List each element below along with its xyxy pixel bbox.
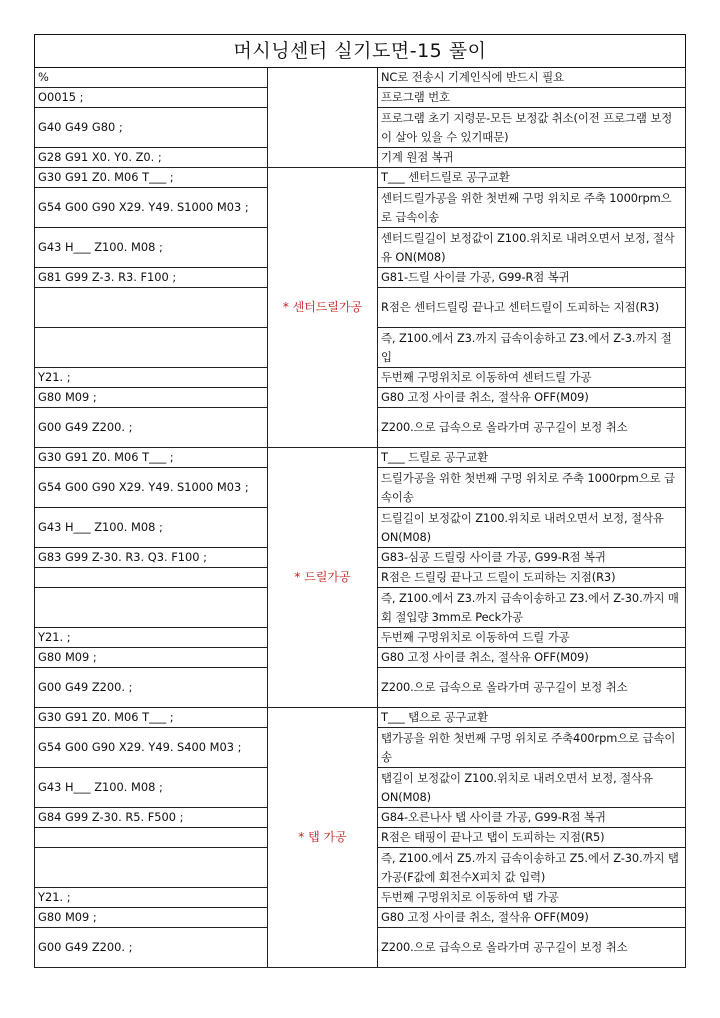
nc-code-cell: G00 G49 Z200. ; — [35, 408, 268, 448]
nc-code-cell: G80 M09 ; — [35, 388, 268, 408]
nc-code-cell: G43 H___ Z100. M08 ; — [35, 508, 268, 548]
description-cell: 드릴길이 보정값이 Z100.위치로 내려오면서 보정, 절삭유 ON(M08) — [378, 508, 686, 548]
table-row — [35, 448, 686, 468]
description-cell: T___ 탭으로 공구교환 — [378, 708, 686, 728]
document-sheet — [34, 34, 685, 968]
nc-code-cell: G00 G49 Z200. ; — [35, 668, 268, 708]
description-cell: 즉, Z100.에서 Z5.까지 급속이송하고 Z5.에서 Z-30.까지 탭가공(F값에 회전수X피치 값 입력) — [378, 848, 686, 888]
nc-code-cell: G43 H___ Z100. M08 ; — [35, 768, 268, 808]
nc-code-cell: O0015 ; — [35, 88, 268, 108]
description-cell: 센터드릴가공을 위한 첫번째 구멍 위치로 주축 1000rpm으로 급속이송 — [378, 188, 686, 228]
description-cell: 탭가공을 위한 첫번째 구멍 위치로 주축400rpm으로 급속이송 — [378, 728, 686, 768]
description-cell: 프로그램 번호 — [378, 88, 686, 108]
nc-code-cell: G54 G00 G90 X29. Y49. S1000 M03 ; — [35, 468, 268, 508]
nc-code-cell: G00 G49 Z200. ; — [35, 928, 268, 968]
description-cell: Z200.으로 급속으로 올라가며 공구길이 보정 취소 — [378, 408, 686, 448]
description-cell: 기계 원점 복귀 — [378, 148, 686, 168]
section-label: * 탭 가공 — [268, 708, 378, 968]
description-cell: Z200.으로 급속으로 올라가며 공구길이 보정 취소 — [378, 668, 686, 708]
description-cell: G83-심공 드릴링 사이클 가공, G99-R점 복귀 — [378, 548, 686, 568]
description-cell: 두번째 구멍위치로 이동하여 센터드릴 가공 — [378, 368, 686, 388]
description-cell: R점은 태핑이 끝나고 탭이 도피하는 지점(R5) — [378, 828, 686, 848]
description-cell: G80 고정 사이클 취소, 절삭유 OFF(M09) — [378, 388, 686, 408]
nc-code-cell: G83 G99 Z-30. R3. Q3. F100 ; — [35, 548, 268, 568]
nc-code-cell: G40 G49 G80 ; — [35, 108, 268, 148]
description-cell: Z200.으로 급속으로 올라가며 공구길이 보정 취소 — [378, 928, 686, 968]
nc-code-cell: G28 G91 X0. Y0. Z0. ; — [35, 148, 268, 168]
description-cell: T___ 드릴로 공구교환 — [378, 448, 686, 468]
nc-code-cell: G80 M09 ; — [35, 908, 268, 928]
description-cell: 프로그램 초기 지령문-모든 보정값 취소(이전 프로그램 보정이 살아 있을 수 있기때문) — [378, 108, 686, 148]
description-cell: G81-드릴 사이클 가공, G99-R점 복귀 — [378, 268, 686, 288]
nc-code-cell: Y21. ; — [35, 628, 268, 648]
nc-code-cell — [35, 288, 268, 328]
description-cell: G80 고정 사이클 취소, 절삭유 OFF(M09) — [378, 908, 686, 928]
nc-code-cell: G81 G99 Z-3. R3. F100 ; — [35, 268, 268, 288]
nc-code-cell — [35, 328, 268, 368]
nc-code-cell — [35, 828, 268, 848]
description-cell: 드릴가공을 위한 첫번째 구멍 위치로 주축 1000rpm으로 급속이송 — [378, 468, 686, 508]
description-cell: R점은 드릴링 끝나고 드릴이 도피하는 지점(R3) — [378, 568, 686, 588]
description-cell: NC로 전송시 기계인식에 반드시 필요 — [378, 68, 686, 88]
nc-code-cell: G84 G99 Z-30. R5. F500 ; — [35, 808, 268, 828]
program-table — [34, 34, 686, 968]
nc-code-cell: Y21. ; — [35, 368, 268, 388]
description-cell: 즉, Z100.에서 Z3.까지 급속이송하고 Z3.에서 Z-30.까지 매회 절입량 3mm로 Peck가공 — [378, 588, 686, 628]
nc-code-cell: Y21. ; — [35, 888, 268, 908]
description-cell: R점은 센터드릴링 끝나고 센터드릴이 도피하는 지점(R3) — [378, 288, 686, 328]
section-label: * 센터드릴가공 — [268, 168, 378, 448]
table-row — [35, 708, 686, 728]
nc-code-cell: G30 G91 Z0. M06 T___ ; — [35, 708, 268, 728]
nc-code-cell: G30 G91 Z0. M06 T___ ; — [35, 168, 268, 188]
nc-code-cell — [35, 568, 268, 588]
description-cell: T___ 센터드릴로 공구교환 — [378, 168, 686, 188]
section-label: * 드릴가공 — [268, 448, 378, 708]
nc-code-cell: G30 G91 Z0. M06 T___ ; — [35, 448, 268, 468]
nc-code-cell: % — [35, 68, 268, 88]
nc-code-cell: G54 G00 G90 X29. Y49. S400 M03 ; — [35, 728, 268, 768]
table-row — [35, 68, 686, 88]
title-row — [35, 35, 686, 68]
description-cell: 두번째 구멍위치로 이동하여 탭 가공 — [378, 888, 686, 908]
page-title: 머시닝센터 실기도면-15 풀이 — [35, 35, 686, 68]
description-cell: 즉, Z100.에서 Z3.까지 급속이송하고 Z3.에서 Z-3.까지 절입 — [378, 328, 686, 368]
table-row — [35, 168, 686, 188]
nc-code-cell: G54 G00 G90 X29. Y49. S1000 M03 ; — [35, 188, 268, 228]
description-cell: 탭길이 보정값이 Z100.위치로 내려오면서 보정, 절삭유 ON(M08) — [378, 768, 686, 808]
nc-code-cell — [35, 848, 268, 888]
nc-code-cell — [35, 588, 268, 628]
description-cell: 센터드릴길이 보정값이 Z100.위치로 내려오면서 보정, 절삭유 ON(M08) — [378, 228, 686, 268]
nc-code-cell: G80 M09 ; — [35, 648, 268, 668]
description-cell: G80 고정 사이클 취소, 절삭유 OFF(M09) — [378, 648, 686, 668]
nc-code-cell: G43 H___ Z100. M08 ; — [35, 228, 268, 268]
description-cell: 두번째 구멍위치로 이동하여 드릴 가공 — [378, 628, 686, 648]
section-label — [268, 68, 378, 168]
description-cell: G84-오른나사 탭 사이클 가공, G99-R점 복귀 — [378, 808, 686, 828]
